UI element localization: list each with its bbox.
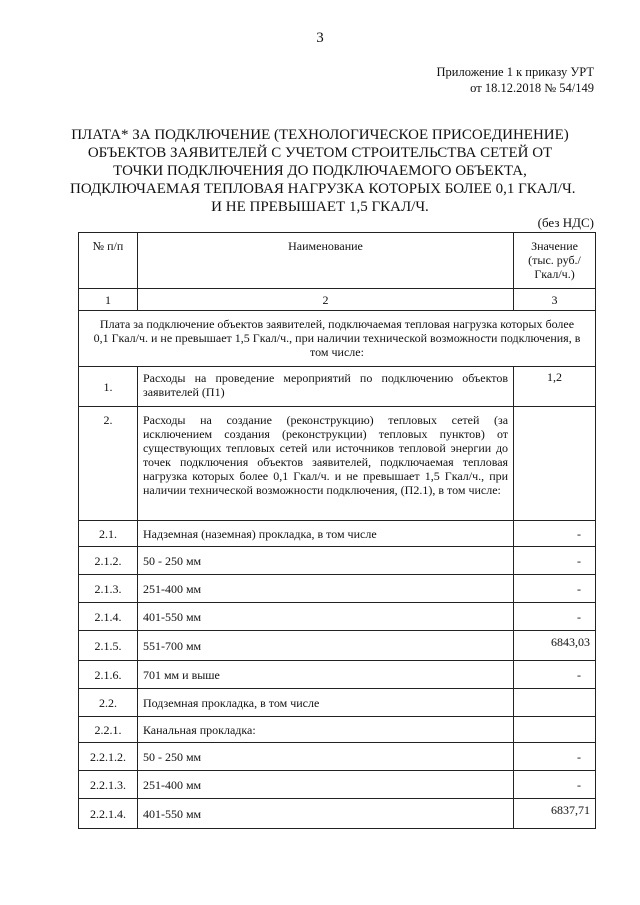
row-number: 2.1.4. (79, 603, 138, 631)
section-header-row (79, 311, 596, 367)
title-line-4: ПОДКЛЮЧАЕМАЯ ТЕПЛОВАЯ НАГРУЗКА КОТОРЫХ БОЛЕЕ 0,1 ГКАЛ/Ч. (70, 181, 576, 197)
table-row (79, 521, 596, 547)
row-name: 50 - 250 мм (137, 547, 513, 575)
row-value (514, 407, 596, 521)
col-number-1: 1 (79, 289, 138, 311)
row-value: - (514, 547, 596, 575)
row-name: Подземная прокладка, в том числе (137, 689, 513, 717)
row-name: Надземная (наземная) прокладка, в том числе (137, 521, 513, 547)
row-value: 1,2 (514, 367, 596, 407)
row-value: - (514, 575, 596, 603)
row-number: 2.1.6. (79, 661, 138, 689)
row-name: 251-400 мм (137, 575, 513, 603)
row-name: Расходы на проведение мероприятий по подключению объектов заявителей (П1) (137, 367, 513, 407)
row-value (514, 689, 596, 717)
appendix-note (437, 64, 595, 96)
row-number: 2.1. (79, 521, 138, 547)
table-row (79, 717, 596, 743)
row-name: 251-400 мм (137, 771, 513, 799)
row-number: 2.2.1.3. (79, 771, 138, 799)
column-number-row (79, 289, 596, 311)
title-line-2: ОБЪЕКТОВ ЗАЯВИТЕЛЕЙ С УЧЕТОМ СТРОИТЕЛЬСТВА СЕТЕЙ ОТ (87, 145, 553, 161)
row-name: Расходы на создание (реконструкцию) тепловых сетей (за исключением создания (реконструкции) тепловых пунктов) от существующих тепловых сетей или источников тепловой энергии до точек подключения объектов заявителей, подключаемая тепловая нагрузка которых более 0,1 Гкал/ч. и не превышает 1,5 Гкал/ч., при наличии технической возможности подключения, (П2.1), в том числе: (137, 407, 513, 521)
row-value: 6837,71 (514, 799, 596, 829)
table-row (79, 799, 596, 829)
page-number: 3 (316, 30, 324, 46)
row-number: 2.2. (79, 689, 138, 717)
table-row (79, 367, 596, 407)
row-number: 1. (79, 367, 138, 407)
col-number-3: 3 (514, 289, 596, 311)
row-number: 2.2.1.2. (79, 743, 138, 771)
row-value: - (514, 771, 596, 799)
row-number: 2.2.1. (79, 717, 138, 743)
row-number: 2.1.5. (79, 631, 138, 661)
table-row (79, 661, 596, 689)
row-name: 401-550 мм (137, 799, 513, 829)
row-number: 2. (79, 407, 138, 521)
header-name: Наименование (137, 233, 513, 289)
appendix-line-1: Приложение 1 к приказу УРТ (436, 65, 594, 79)
tariff-table (78, 232, 596, 829)
table-row (79, 575, 596, 603)
row-number: 2.1.2. (79, 547, 138, 575)
col-number-2: 2 (137, 289, 513, 311)
table-row (79, 603, 596, 631)
appendix-line-2: от 18.12.2018 № 54/149 (470, 81, 594, 95)
row-name: 50 - 250 мм (137, 743, 513, 771)
document-title (70, 126, 576, 216)
table-row (79, 547, 596, 575)
table-row (79, 631, 596, 661)
row-number: 2.2.1.4. (79, 799, 138, 829)
section-header: Плата за подключение объектов заявителей, подключаемая тепловая нагрузка которых более 0,1 Гкал/ч. и не превышает 1,5 Гкал/ч., при наличии технической возможности подключения, в том числе: (79, 311, 596, 367)
row-value: - (514, 661, 596, 689)
table-row (79, 407, 596, 521)
vat-note: (без НДС) (537, 215, 594, 230)
row-name: 551-700 мм (137, 631, 513, 661)
row-value: - (514, 603, 596, 631)
title-line-5: И НЕ ПРЕВЫШАЕТ 1,5 ГКАЛ/Ч. (211, 199, 429, 215)
table-row (79, 743, 596, 771)
title-line-3: ТОЧКИ ПОДКЛЮЧЕНИЯ ДО ПОДКЛЮЧАЕМОГО ОБЪЕКТА, (113, 163, 527, 179)
row-value: 6843,03 (514, 631, 596, 661)
header-num: № п/п (79, 233, 138, 289)
row-name: Канальная прокладка: (137, 717, 513, 743)
row-name: 401-550 мм (137, 603, 513, 631)
table-row (79, 689, 596, 717)
row-name: 701 мм и выше (137, 661, 513, 689)
table-row (79, 771, 596, 799)
table-header-row (79, 233, 596, 289)
header-value: Значение (тыс. руб./Гкал/ч.) (514, 233, 596, 289)
row-value (514, 717, 596, 743)
title-line-1: ПЛАТА* ЗА ПОДКЛЮЧЕНИЕ (ТЕХНОЛОГИЧЕСКОЕ ПРИСОЕДИНЕНИЕ) (71, 127, 569, 143)
row-value: - (514, 743, 596, 771)
row-number: 2.1.3. (79, 575, 138, 603)
row-value: - (514, 521, 596, 547)
